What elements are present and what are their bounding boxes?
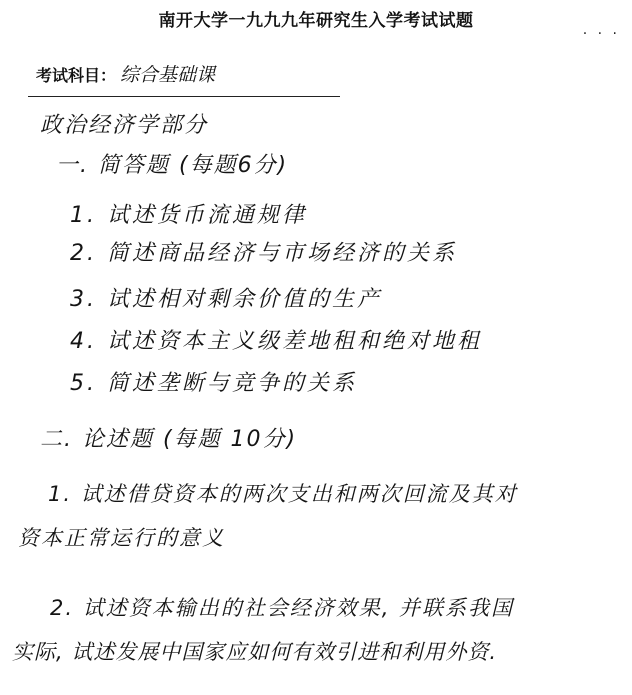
subject-label: 考试科目： xyxy=(36,66,117,85)
short-question-5: 5. 简述垄断与竞争的关系 xyxy=(70,371,357,396)
short-question-3: 3. 试述相对剩余价值的生产 xyxy=(70,287,382,312)
short-question-4: 4. 试述资本主义级差地租和绝对地租 xyxy=(70,329,482,354)
short-question-1: 1. 试述货币流通规律 xyxy=(70,203,307,228)
part-one-heading: 一. 简答题 (每题6分) xyxy=(56,153,289,178)
essay-question-1-line-2: 资本正常运行的意义 xyxy=(18,526,225,550)
subject-underline xyxy=(28,96,340,97)
essay-question-2-line-2: 实际, 试述发展中国家应如何有效引进和利用外资. xyxy=(12,640,498,664)
section-heading: 政治经济学部分 xyxy=(40,113,209,138)
part-two-heading: 二. 论述题 (每题 10分) xyxy=(40,427,298,452)
essay-question-1-line-1: 1. 试述借贷资本的两次支出和两次回流及其对 xyxy=(48,482,518,506)
exam-subject xyxy=(36,60,215,87)
exam-title: 南开大学一九九九年研究生入学考试试题 xyxy=(158,11,474,31)
corner-mark: · · · xyxy=(582,26,620,42)
short-question-2: 2. 简述商品经济与市场经济的关系 xyxy=(70,241,457,266)
essay-question-2-line-1: 2. 试述资本输出的社会经济效果, 并联系我国 xyxy=(50,596,515,620)
subject-value: 综合基础课 xyxy=(120,64,216,86)
